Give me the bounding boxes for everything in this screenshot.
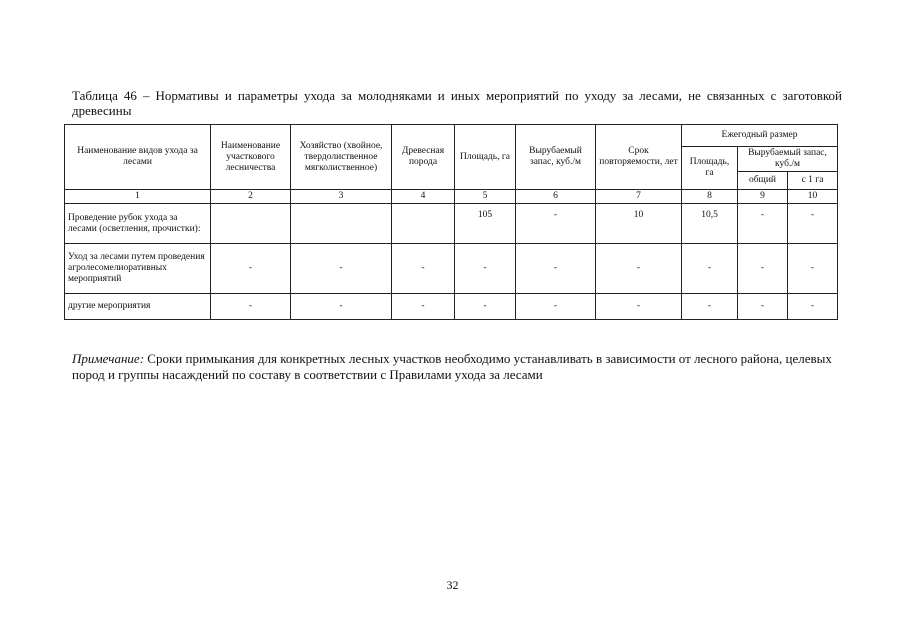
column-number: 4 [392,190,455,204]
row-label: Проведение рубок ухода за лесами (осветления, прочистки): [65,204,211,244]
column-number: 2 [211,190,291,204]
table-row [65,204,838,244]
table-cell: - [682,294,738,320]
table-cell: - [682,244,738,294]
table-cell: 10 [596,204,682,244]
table-cell: 105 [455,204,516,244]
row-label: другие мероприятия [65,294,211,320]
header-annual-area: Площадь, га [682,147,738,190]
header-annual-cut-stock: Вырубаемый запас, куб./м [738,147,838,172]
header-economy-type: Хозяйство (хвойное, твердолиственное мягколиственное) [291,125,392,190]
header-forestry-district: Наименование участкового лесничества [211,125,291,190]
table-cell: - [738,204,788,244]
table-cell: - [392,294,455,320]
column-number: 3 [291,190,392,204]
column-number: 8 [682,190,738,204]
table-cell: - [738,294,788,320]
table-cell: - [788,204,838,244]
table-cell: - [596,294,682,320]
table-row [65,244,838,294]
note-label: Примечание: [72,351,145,366]
table-cell: - [788,244,838,294]
table-cell: - [516,294,596,320]
table-cell: - [455,244,516,294]
table-cell: - [788,294,838,320]
column-number: 5 [455,190,516,204]
table-cell: - [516,244,596,294]
column-number: 6 [516,190,596,204]
page-number: 32 [446,578,459,592]
column-number: 1 [65,190,211,204]
header-repeat-period: Срок повторяемости, лет [596,125,682,190]
table-cell: - [738,244,788,294]
header-care-type: Наименование видов ухода за лесами [65,125,211,190]
table-cell: - [211,244,291,294]
header-tree-species: Древесная порода [392,125,455,190]
column-number-row [65,190,838,204]
table-cell [211,204,291,244]
header-annual-per-ha: с 1 га [788,172,838,190]
note-text: Сроки примыкания для конкретных лесных участков необходимо устанавливать в зависимости от лесного района, целевых пород и группы насаждений по составу в соответствии с Правилами ухода за лесами [72,351,832,382]
table-cell: - [291,244,392,294]
table-cell: - [211,294,291,320]
table-header-row [65,125,838,147]
table-cell: 10,5 [682,204,738,244]
header-cut-stock: Вырубаемый запас, куб./м [516,125,596,190]
table-cell: - [392,244,455,294]
table-cell: - [596,244,682,294]
table-cell [291,204,392,244]
column-number: 9 [738,190,788,204]
table-row [65,294,838,320]
column-number: 10 [788,190,838,204]
row-label: Уход за лесами путем проведения агролесомелиоративных мероприятий [65,244,211,294]
table-cell [392,204,455,244]
header-annual-size: Ежегодный размер [682,125,838,147]
header-area: Площадь, га [455,125,516,190]
norms-table [64,124,838,320]
table-caption: Таблица 46 – Нормативы и параметры ухода за молодняками и иных мероприятий по уходу за лесами, не связанных с заготовкой древесины [72,88,842,118]
column-number: 7 [596,190,682,204]
table-cell: - [516,204,596,244]
table-cell: - [291,294,392,320]
table-cell: - [455,294,516,320]
header-annual-total: общий [738,172,788,190]
table-note [72,351,842,383]
